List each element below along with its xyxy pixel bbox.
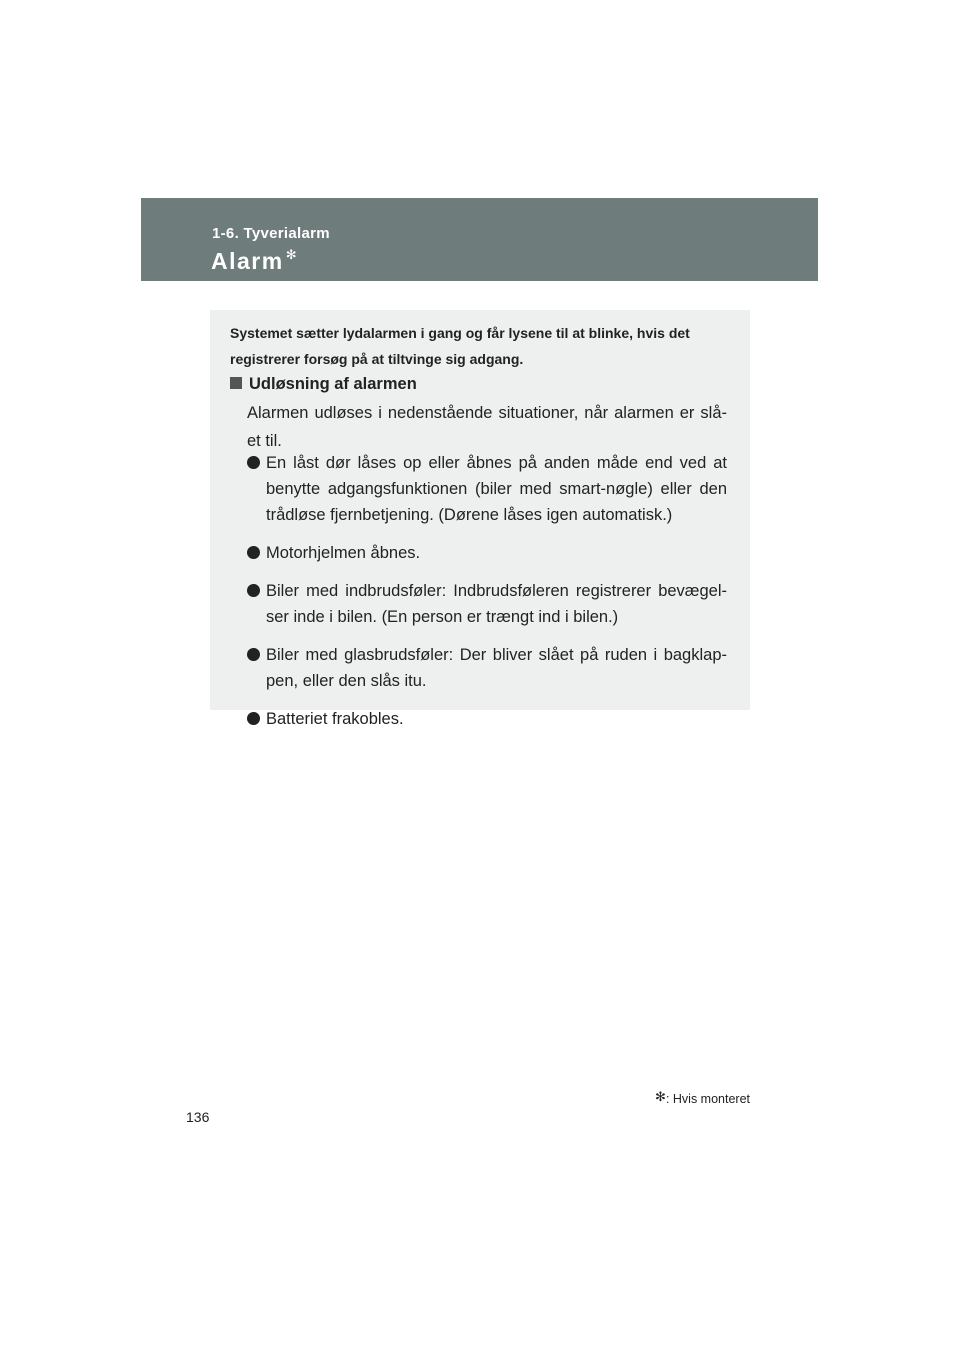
list-item bbox=[247, 540, 727, 566]
bullet-icon bbox=[247, 648, 260, 661]
list-item-text: Motorhjelmen åbnes. bbox=[266, 544, 421, 562]
content-box bbox=[210, 310, 750, 728]
bullet-icon bbox=[247, 584, 260, 597]
bullet-icon bbox=[247, 546, 260, 559]
page-title-text: Alarm bbox=[211, 248, 284, 274]
asterisk-icon: ✻ bbox=[285, 247, 299, 262]
square-bullet-icon bbox=[230, 377, 242, 389]
intro-text: Systemet sætter lydalarmen i gang og får lysene til at blinke, hvis det registrerer forsøg på at tiltvinge sig adgang. bbox=[230, 325, 690, 367]
description-text: Alarmen udløses i nedenstående situationer, når alarmen er slå-et til. bbox=[247, 404, 727, 450]
page-number: 136 bbox=[186, 1109, 210, 1125]
list-item-text: Biler med indbrudsføler: Indbrudsføleren registrerer bevægel-ser inde i bilen. (En person er trængt ind i bilen.) bbox=[266, 582, 727, 626]
subheading bbox=[230, 372, 730, 396]
bullet-icon bbox=[247, 456, 260, 469]
list-item-text: En låst dør låses op eller åbnes på anden måde end ved at benytte adgangsfunktionen (biler med smart-nøgle) eller den trådløse fjernbetjening. (Dørene låses igen automatisk.) bbox=[266, 454, 727, 524]
bullet-icon bbox=[247, 712, 260, 725]
subheading-text: Udløsning af alarmen bbox=[249, 375, 417, 393]
section-header bbox=[141, 198, 818, 281]
list-item bbox=[247, 578, 727, 630]
page-title bbox=[211, 247, 298, 275]
list-item bbox=[247, 642, 727, 694]
trigger-list bbox=[247, 450, 727, 744]
footnote-text: : Hvis monteret bbox=[665, 1092, 750, 1106]
list-item-text: Batteriet frakobles. bbox=[266, 710, 404, 728]
footnote bbox=[600, 1089, 750, 1106]
section-label: 1-6. Tyverialarm bbox=[212, 225, 330, 242]
list-item bbox=[247, 706, 727, 732]
list-item bbox=[247, 450, 727, 528]
list-item-text: Biler med glasbrudsføler: Der bliver slået på ruden i bagklap-pen, eller den slås itu. bbox=[266, 646, 727, 690]
asterisk-icon: ✻ bbox=[655, 1089, 666, 1104]
